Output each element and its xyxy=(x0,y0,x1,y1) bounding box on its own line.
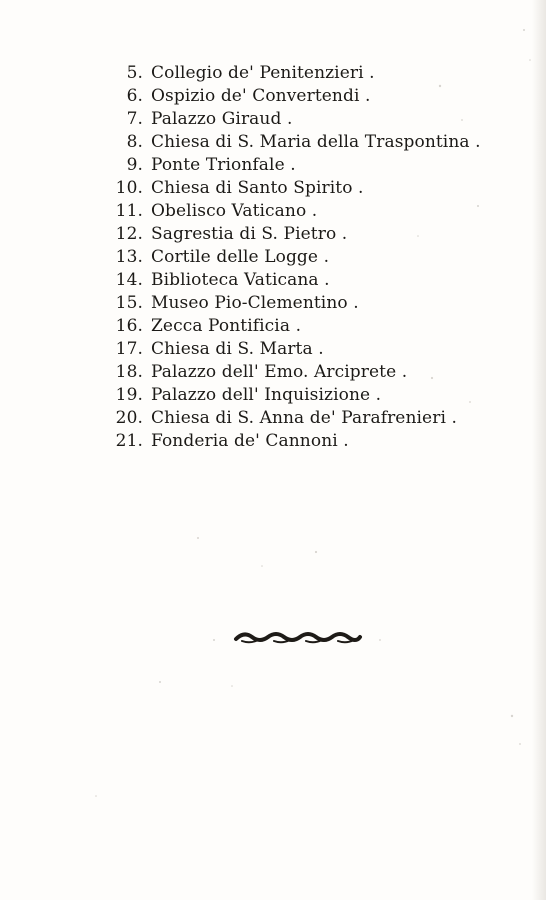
item-text: Sagrestia di S. Pietro . xyxy=(151,224,348,244)
item-number: 20. xyxy=(115,408,143,428)
item-text: Fonderia de' Cannoni . xyxy=(151,431,349,451)
item-text: Ospizio de' Convertendi . xyxy=(151,86,371,106)
item-number: 18. xyxy=(115,362,143,382)
item-text: Chiesa di S. Maria della Traspontina . xyxy=(151,132,481,152)
item-number: 8. xyxy=(126,132,143,152)
item-text: Chiesa di Santo Spirito . xyxy=(151,178,364,198)
item-text: Biblioteca Vaticana . xyxy=(151,270,330,290)
item-number: 16. xyxy=(115,316,143,336)
item-number: 15. xyxy=(115,293,143,313)
item-number: 5. xyxy=(126,63,143,83)
item-number: 21. xyxy=(115,431,143,451)
page-edge-shadow xyxy=(532,0,546,900)
item-text: Obelisco Vaticano . xyxy=(151,201,318,221)
item-text: Museo Pio-Clementino . xyxy=(151,293,359,313)
item-text: Collegio de' Penitenzieri . xyxy=(151,63,375,83)
item-number: 17. xyxy=(115,339,143,359)
item-number: 11. xyxy=(115,201,143,221)
item-number: 10. xyxy=(115,178,143,198)
item-number: 6. xyxy=(126,86,143,106)
item-text: Zecca Pontificia . xyxy=(151,316,302,336)
item-text: Palazzo dell' Emo. Arciprete . xyxy=(151,362,408,382)
item-text: Palazzo Giraud . xyxy=(151,109,293,129)
item-number: 9. xyxy=(126,155,143,175)
item-number: 14. xyxy=(115,270,143,290)
item-number: 7. xyxy=(126,109,143,129)
item-text: Chiesa di S. Anna de' Parafrenieri . xyxy=(151,408,457,428)
item-number: 12. xyxy=(115,224,143,244)
item-number: 19. xyxy=(115,385,143,405)
item-text: Palazzo dell' Inquisizione . xyxy=(151,385,382,405)
item-text: Chiesa di S. Marta . xyxy=(151,339,324,359)
item-text: Ponte Trionfale . xyxy=(151,155,296,175)
item-text: Cortile delle Logge . xyxy=(151,247,330,267)
item-number: 13. xyxy=(115,247,143,267)
